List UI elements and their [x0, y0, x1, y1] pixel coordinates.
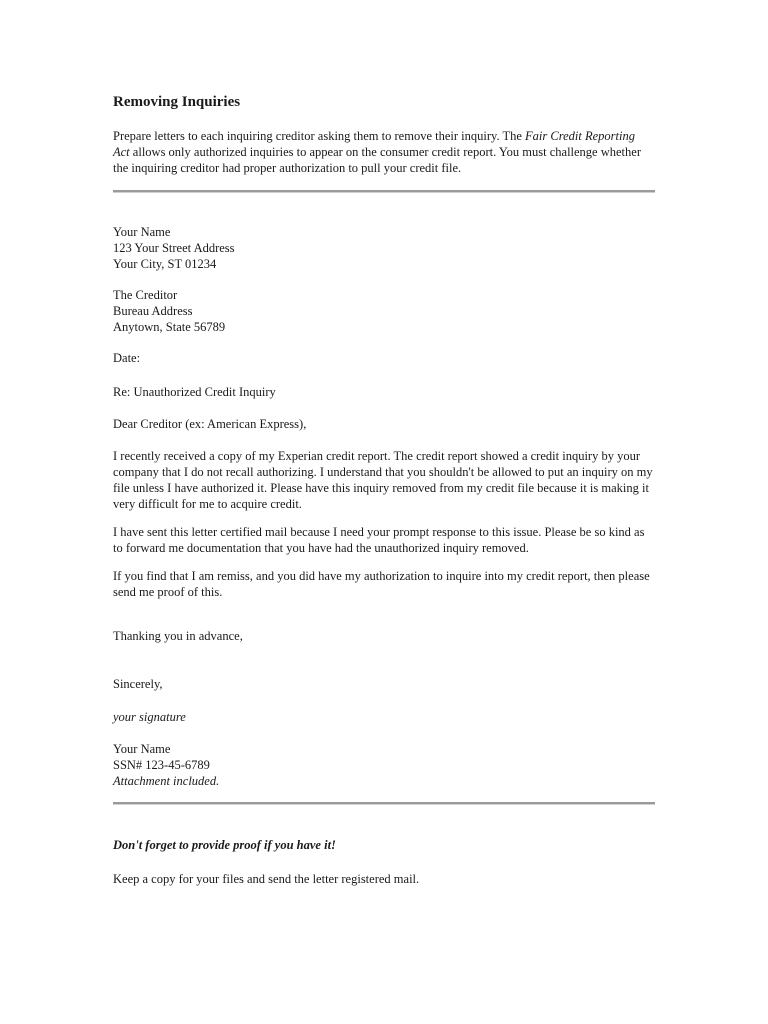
signature-placeholder: your signature	[113, 710, 186, 724]
para1-line-1: I recently received a copy of my Experian credit report. The credit report showed a credit inquiry by your	[113, 449, 640, 463]
recipient-bureau: Bureau Address	[113, 304, 193, 318]
para1-line-3: file unless I have authorized it. Please have this inquiry removed from my credit file because it is making it	[113, 481, 649, 495]
para1-line-4: very difficult for me to acquire credit.	[113, 497, 302, 511]
thanks-line: Thanking you in advance,	[113, 629, 243, 643]
intro-line-1: Prepare letters to each inquiring creditor asking them to remove their inquiry. The Fair Credit Reporting	[113, 129, 635, 143]
letter-paragraph-2	[113, 524, 658, 556]
letter-paragraph-1	[113, 448, 658, 512]
act-name-part1: Fair Credit Reporting	[525, 129, 635, 143]
intro-line-2: Act allows only authorized inquiries to appear on the consumer credit report. You must challenge whether	[113, 145, 641, 159]
para2-line-1: I have sent this letter certified mail because I need your prompt response to this issue. Please be so kind as	[113, 525, 645, 539]
re-line: Re: Unauthorized Credit Inquiry	[113, 385, 276, 399]
intro-paragraph	[113, 128, 658, 176]
para1-line-2: company that I do not recall authorizing. I understand that you shouldn't be allowed to put an inquiry on my	[113, 465, 653, 479]
divider-top	[113, 190, 655, 193]
act-name-part2: Act	[113, 145, 130, 159]
reminder-note: Don't forget to provide proof if you have it!	[113, 838, 336, 852]
recipient-city: Anytown, State 56789	[113, 320, 226, 334]
final-note: Keep a copy for your files and send the letter registered mail.	[113, 872, 420, 886]
salutation: Dear Creditor (ex: American Express),	[113, 417, 307, 431]
attachment-note: Attachment included.	[113, 774, 220, 788]
letter-paragraph-3	[113, 568, 658, 600]
recipient-name: The Creditor	[113, 288, 178, 302]
page-title: Removing Inquiries	[113, 94, 241, 110]
ssn-line: SSN# 123-45-6789	[113, 758, 210, 772]
recipient-address	[113, 287, 658, 335]
sender-address	[113, 224, 658, 272]
para3-line-2: send me proof of this.	[113, 585, 223, 599]
footer-name: Your Name	[113, 742, 171, 756]
sender-city: Your City, ST 01234	[113, 257, 217, 271]
para3-line-1: If you find that I am remiss, and you did have my authorization to inquire into my credit report, then please	[113, 569, 650, 583]
date-line: Date:	[113, 351, 141, 365]
closing-line: Sincerely,	[113, 677, 163, 691]
intro-line-3: the inquiring creditor had proper authorization to pull your credit file.	[113, 161, 462, 175]
signature-block	[113, 741, 658, 789]
para2-line-2: to forward me documentation that you have had the unauthorized inquiry removed.	[113, 541, 529, 555]
sender-name: Your Name	[113, 225, 171, 239]
sender-street: 123 Your Street Address	[113, 241, 235, 255]
divider-bottom	[113, 802, 655, 805]
